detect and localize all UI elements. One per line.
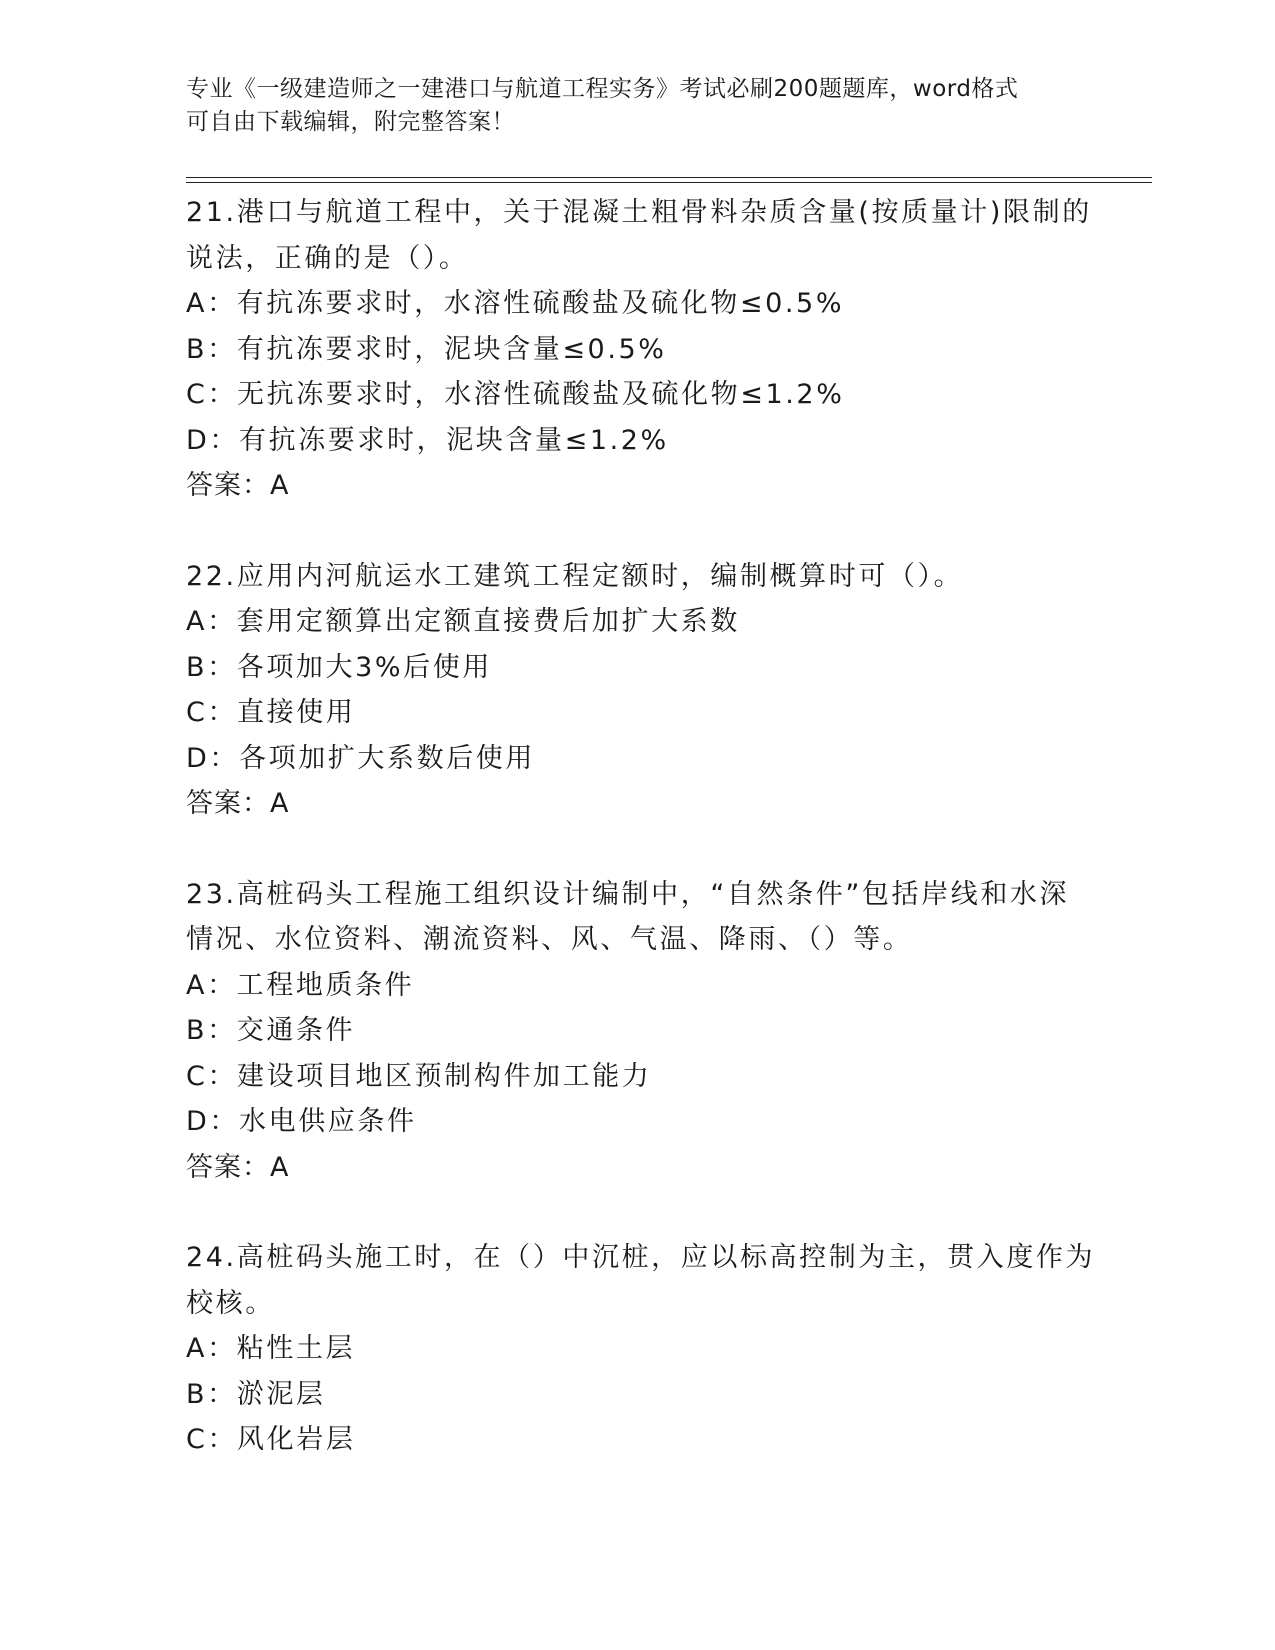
option-c: C：风化岩层 <box>186 1424 356 1455</box>
option-a: A：有抗冻要求时，水溶性硫酸盐及硫化物≤0.5% <box>186 288 845 319</box>
option-a: A：套用定额算出定额直接费后加扩大系数 <box>186 606 740 637</box>
answer: 答案：A <box>186 788 290 819</box>
question-23 <box>186 872 1086 1191</box>
option-c: C：直接使用 <box>186 697 356 728</box>
question-stem: 24.高桩码头施工时，在（）中沉桩，应以标高控制为主，贯入度作为 <box>186 1242 1096 1273</box>
header-divider-top <box>186 177 1152 178</box>
option-d: D：有抗冻要求时，泥块含量≤1.2% <box>186 424 669 456</box>
option-b: B：有抗冻要求时，泥块含量≤0.5% <box>186 333 667 365</box>
header-title-line-2: 可自由下载编辑，附完整答案！ <box>186 109 515 135</box>
option-d: D：各项加扩大系数后使用 <box>186 742 535 774</box>
option-c: C：无抗冻要求时，水溶性硫酸盐及硫化物≤1.2% <box>186 379 845 410</box>
answer: 答案：A <box>186 1151 290 1183</box>
option-a: A：粘性土层 <box>186 1333 356 1364</box>
question-stem: 说法，正确的是（）。 <box>186 242 469 274</box>
option-b: B：交通条件 <box>186 1015 356 1046</box>
document-header <box>186 73 1086 139</box>
question-stem: 21.港口与航道工程中，关于混凝土粗骨料杂质含量(按质量计)限制的 <box>186 197 1092 228</box>
question-list <box>186 190 1096 1508</box>
question-21 <box>186 190 1092 509</box>
question-22 <box>186 554 1086 827</box>
question-24 <box>186 1235 1096 1463</box>
option-c: C：建设项目地区预制构件加工能力 <box>186 1060 652 1092</box>
option-b: B：各项加大3%后使用 <box>186 651 492 683</box>
header-title-line-1: 专业《一级建造师之一建港口与航道工程实务》考试必刷200题题库，word格式 <box>186 76 1019 102</box>
answer: 答案：A <box>186 470 290 501</box>
question-stem: 校核。 <box>186 1287 275 1319</box>
header-divider-bottom <box>186 182 1152 183</box>
option-b: B：淤泥层 <box>186 1378 326 1410</box>
option-a: A：工程地质条件 <box>186 969 415 1001</box>
question-stem: 22.应用内河航运水工建筑工程定额时，编制概算时可（）。 <box>186 560 964 592</box>
question-stem: 23.高桩码头工程施工组织设计编制中，“自然条件”包括岸线和水深 <box>186 878 1070 910</box>
question-stem: 情况、水位资料、潮流资料、风、气温、降雨、（）等。 <box>186 924 913 955</box>
option-d: D：水电供应条件 <box>186 1106 417 1137</box>
